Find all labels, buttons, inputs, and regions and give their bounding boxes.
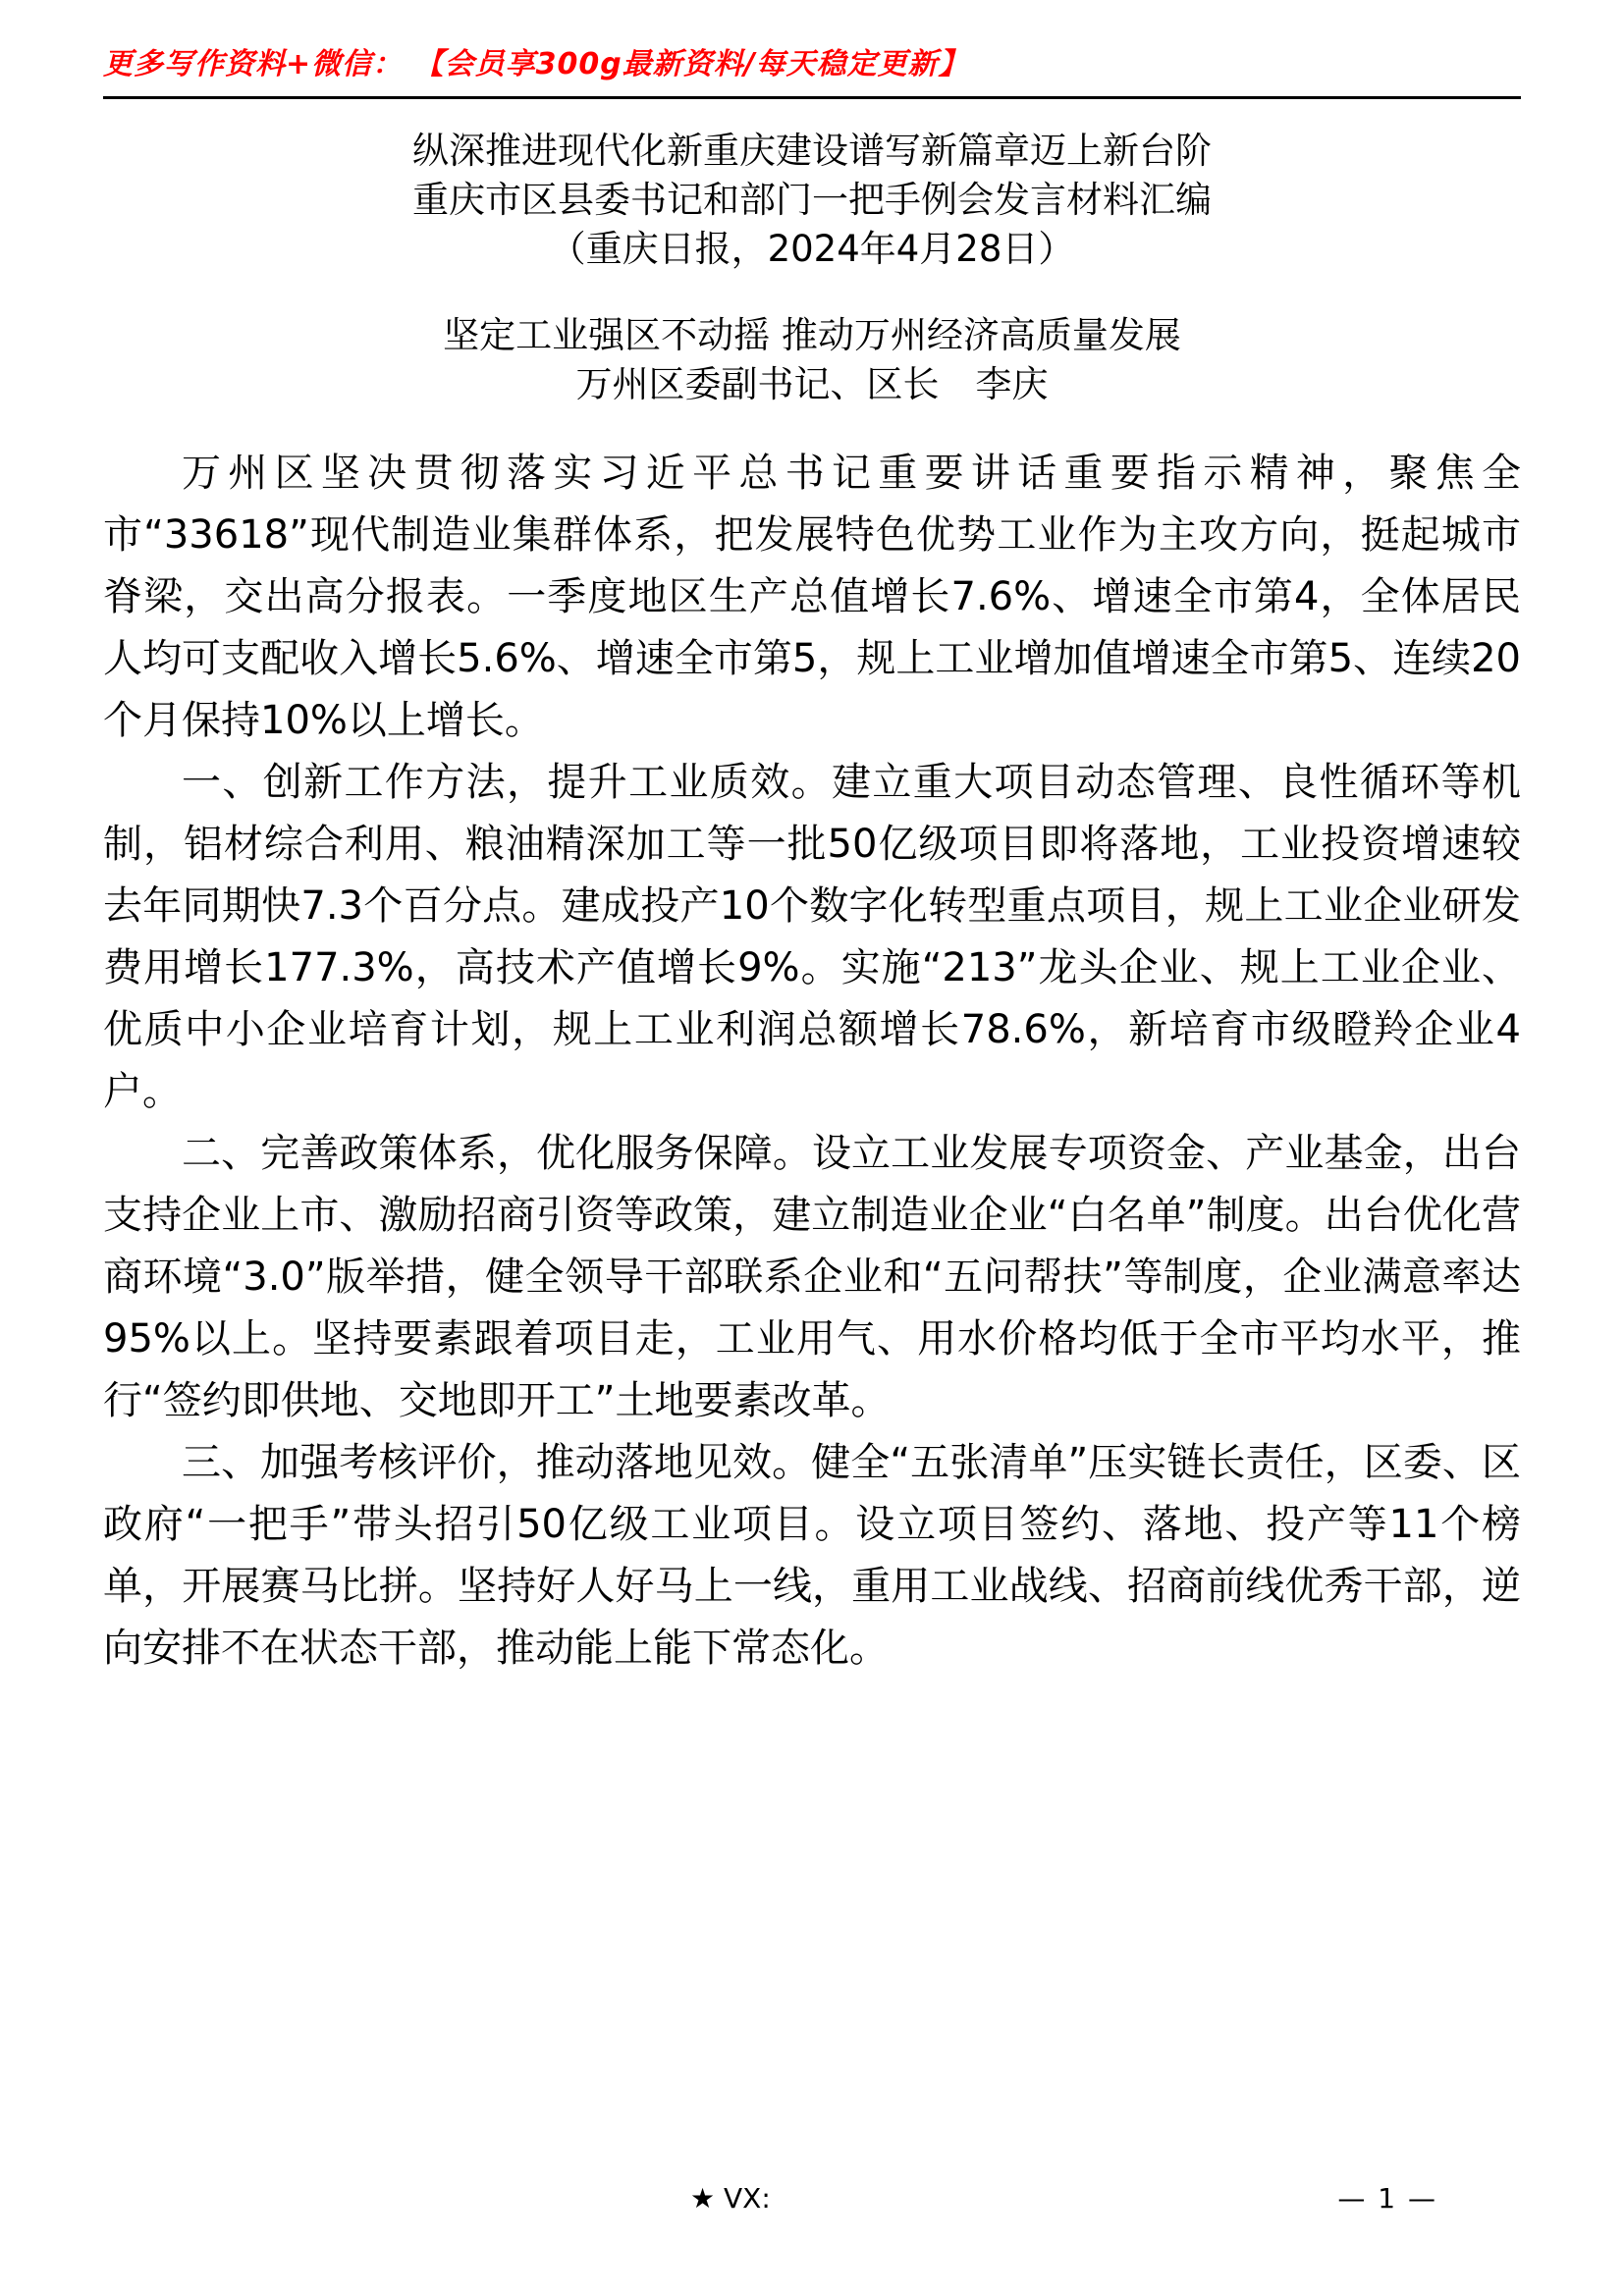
article-title: 坚定工业强区不动摇 推动万州经济高质量发展 bbox=[443, 314, 1181, 356]
article-header bbox=[103, 311, 1521, 409]
article-body bbox=[103, 443, 1521, 1680]
doc-title-line2: 重庆市区县委书记和部门一把手例会发言材料汇编 bbox=[412, 179, 1212, 221]
page-footer bbox=[0, 2182, 1624, 2221]
footer-vx-label: ★ VX: bbox=[690, 2182, 771, 2215]
article-author: 万州区委副书记、区长 李庆 bbox=[575, 363, 1049, 405]
page-number: — 1 — bbox=[1337, 2182, 1437, 2215]
promo-banner: 更多写作资料+微信： 【会员享300g最新资料/每天稳定更新】 bbox=[103, 47, 969, 81]
paragraph-section-1: 一、创新工作方法，提升工业质效。建立重大项目动态管理、良性循环等机制，铝材综合利用、粮油精深加工等一批50亿级项目即将落地，工业投资增速较去年同期快7.3个百分点。建成投产10个数字化转型重点项目，规上工业企业研发费用增长177.3%，高技术产值增长9%。实施“213”龙头企业、规上工业企业、优质中小企业培育计划，规上工业利润总额增长78.6%，新培育市级瞪羚企业4户。 bbox=[103, 760, 1521, 1114]
header-divider bbox=[103, 96, 1521, 99]
paragraph-intro: 万州区坚决贯彻落实习近平总书记重要讲话重要指示精神，聚焦全市“33618”现代制造业集群体系，把发展特色优势工业作为主攻方向，挺起城市脊梁，交出高分报表。一季度地区生产总值增长7.6%、增速全市第4，全体居民人均可支配收入增长5.6%、增速全市第5，规上工业增加值增速全市第5、连续20个月保持10%以上增长。 bbox=[103, 451, 1521, 743]
paragraph-section-2: 二、完善政策体系，优化服务保障。设立工业发展专项资金、产业基金，出台支持企业上市、激励招商引资等政策，建立制造业企业“白名单”制度。出台优化营商环境“3.0”版举措，健全领导干部联系企业和“五问帮扶”等制度，企业满意率达95%以上。坚持要素跟着项目走，工业用气、用水价格均低于全市平均水平，推行“签约即供地、交地即开工”土地要素改革。 bbox=[103, 1131, 1521, 1423]
doc-title-line1: 纵深推进现代化新重庆建设谱写新篇章迈上新台阶 bbox=[412, 130, 1212, 172]
doc-source-date: （重庆日报，2024年4月28日） bbox=[549, 228, 1075, 270]
paragraph-section-3: 三、加强考核评价，推动落地见效。健全“五张清单”压实链长责任，区委、区政府“一把手”带头招引50亿级工业项目。设立项目签约、落地、投产等11个榜单，开展赛马比拼。坚持好人好马上一线，重用工业战线、招商前线优秀干部，逆向安排不在状态干部，推动能上能下常态化。 bbox=[103, 1440, 1521, 1671]
doc-title-block bbox=[103, 127, 1521, 274]
